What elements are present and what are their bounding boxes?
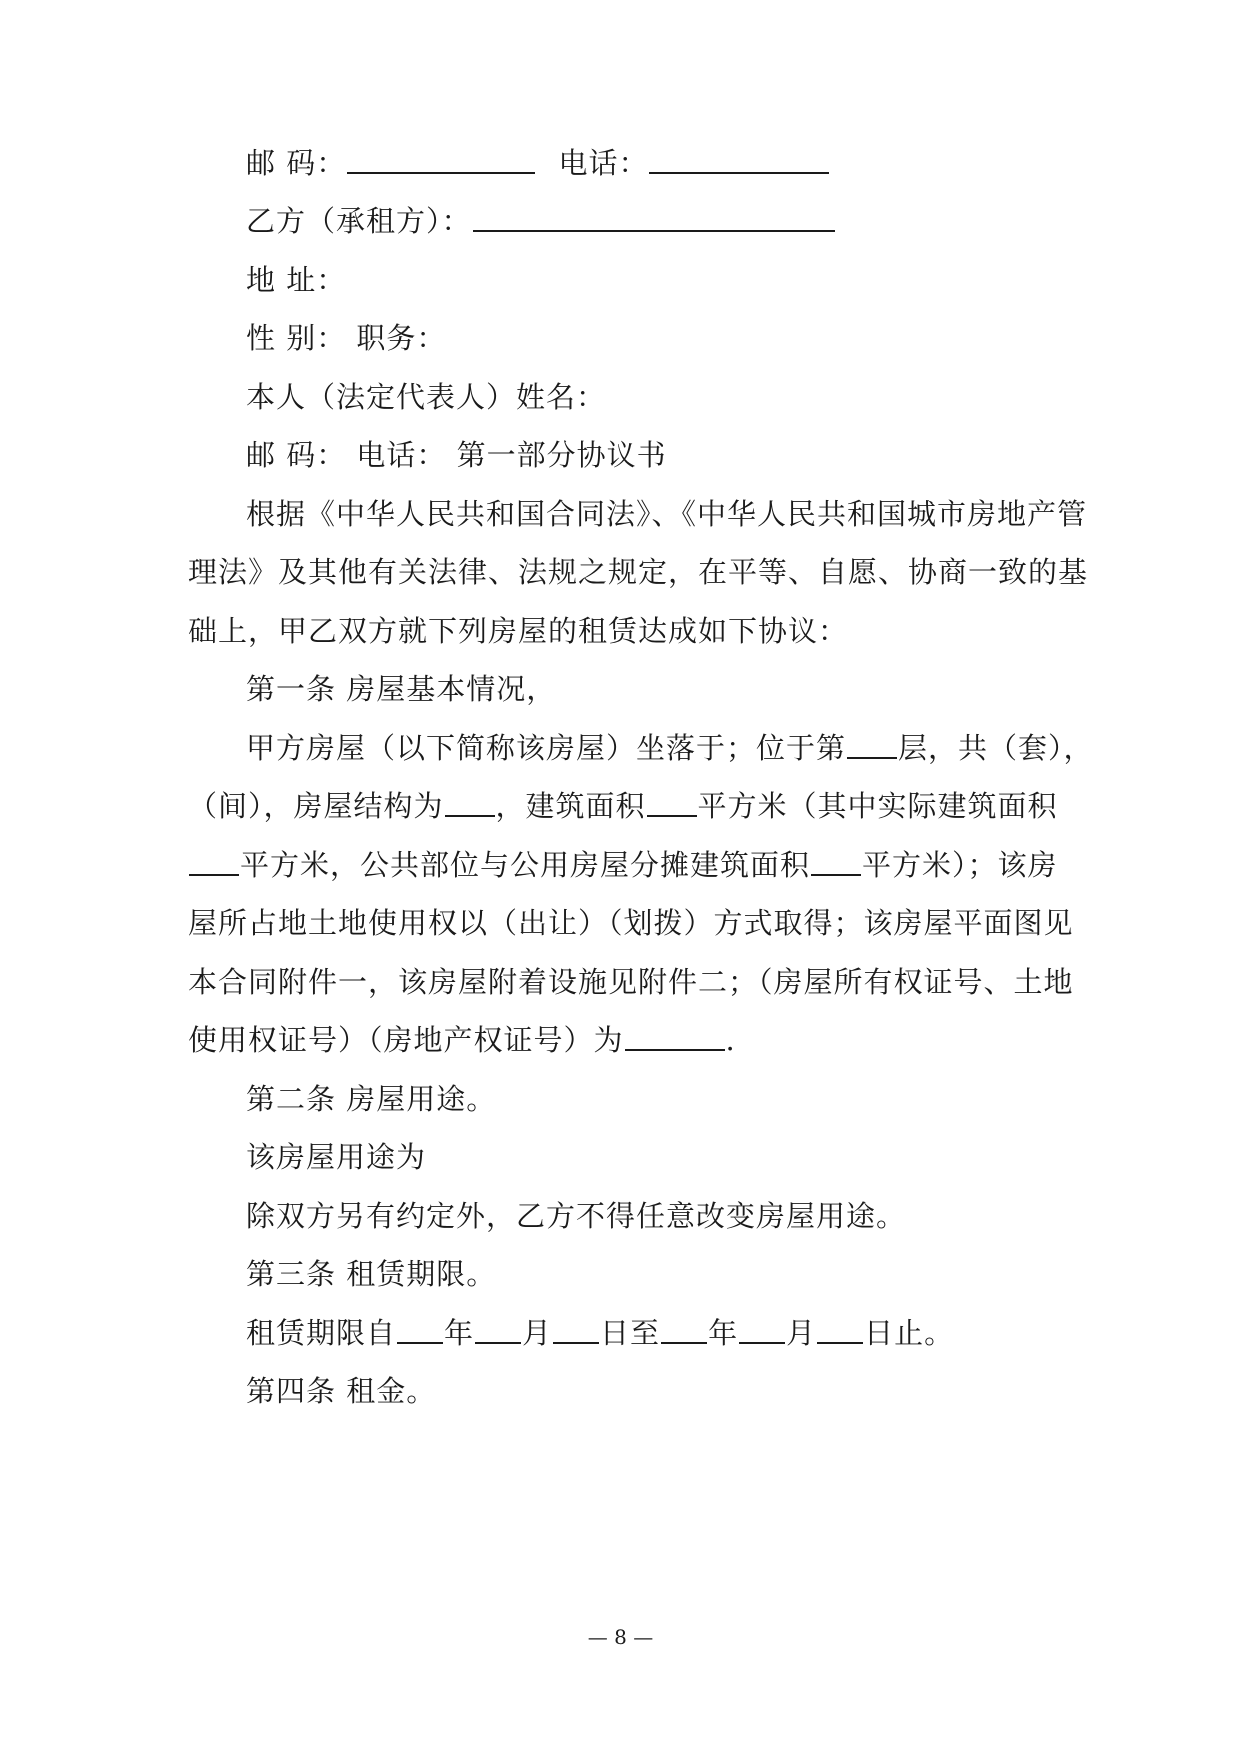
article-1-line-6 (188, 1020, 1058, 1060)
postcode-blank (347, 172, 535, 174)
end-year-blank (661, 1342, 707, 1344)
party-b-label: 乙方（承租方）： (246, 204, 472, 238)
start-month-blank (475, 1342, 521, 1344)
article-1-heading: 第一条 房屋基本情况， (246, 672, 557, 706)
usage-line: 该房屋用途为 (246, 1140, 427, 1174)
building-area-blank (647, 815, 697, 817)
postcode-label: 邮 码： (246, 146, 347, 180)
address-label: 地 址： (246, 263, 347, 297)
shared-area-blank (811, 874, 861, 876)
postcode-phone-agreement-line: 邮 码： 电话： 第一部分协议书 (246, 438, 667, 472)
page-number: — 8 — (587, 1625, 654, 1649)
article-2-heading: 第二条 房屋用途。 (246, 1082, 497, 1116)
article-1-line-5: 本合同附件一，该房屋附着设施见附件二；（房屋所有权证号、土地 (188, 965, 1074, 999)
article-3-heading: 第三条 租赁期限。 (246, 1257, 497, 1291)
preamble-line-3: 础上，甲乙双方就下列房屋的租赁达成如下协议： (188, 614, 849, 648)
text-span: 甲方房屋（以下简称该房屋）坐落于；位于第 (246, 731, 847, 765)
lease-term-line (246, 1313, 1058, 1353)
start-year-blank (397, 1342, 443, 1344)
party-b-blank (473, 230, 835, 232)
text-span: 年 (708, 1316, 739, 1350)
article-1-line-3 (188, 845, 1058, 885)
text-span: 平方米）；该房 (862, 848, 1058, 882)
representative-name-label: 本人（法定代表人）姓名： (246, 380, 607, 414)
usage-restriction-line: 除双方另有约定外，乙方不得任意改变房屋用途。 (246, 1199, 907, 1233)
article-1-line-2 (188, 786, 1058, 826)
text-span: 年 (444, 1316, 475, 1350)
actual-area-blank (189, 874, 239, 876)
article-4-heading: 第四条 租金。 (246, 1374, 437, 1408)
phone-label: 电话： (558, 146, 649, 180)
article-1-line-1 (246, 728, 1094, 768)
article-1-line-4: 屋所占地土地使用权以（出让）（划拨）方式取得；该房屋平面图见 (188, 906, 1074, 940)
text-span: 平方米（其中实际建筑面积 (697, 789, 1058, 823)
text-span: 日止。 (864, 1316, 955, 1350)
text-span: 日至 (600, 1316, 661, 1350)
preamble-line-1: 根据《中华人民共和国合同法》、《中华人民共和国城市房地产管 (246, 497, 1088, 531)
text-span: 层，共（套）， (898, 731, 1094, 765)
end-month-blank (739, 1342, 785, 1344)
preamble-line-2: 理法》及其他有关法律、法规之规定，在平等、自愿、协商一致的基 (188, 555, 1089, 589)
text-span: 平方米，公共部位与公用房屋分摊建筑面积 (240, 848, 811, 882)
postcode-phone-line (246, 143, 1058, 183)
text-span: （间），房屋结构为 (188, 789, 444, 823)
text-span: 月 (786, 1316, 817, 1350)
text-span: 租赁期限自 (246, 1316, 397, 1350)
text-span: . (725, 1023, 736, 1057)
floor-blank (847, 757, 897, 759)
certificate-number-blank (625, 1049, 725, 1051)
start-day-blank (553, 1342, 599, 1344)
text-span: ，建筑面积 (495, 789, 646, 823)
end-day-blank (817, 1342, 863, 1344)
gender-position-label: 性 别： 职务： (246, 321, 447, 355)
structure-blank (445, 815, 495, 817)
text-span: 月 (522, 1316, 553, 1350)
party-b-line (246, 201, 1058, 241)
text-span: 使用权证号）（房地产权证号）为 (188, 1023, 624, 1057)
phone-blank (649, 172, 829, 174)
